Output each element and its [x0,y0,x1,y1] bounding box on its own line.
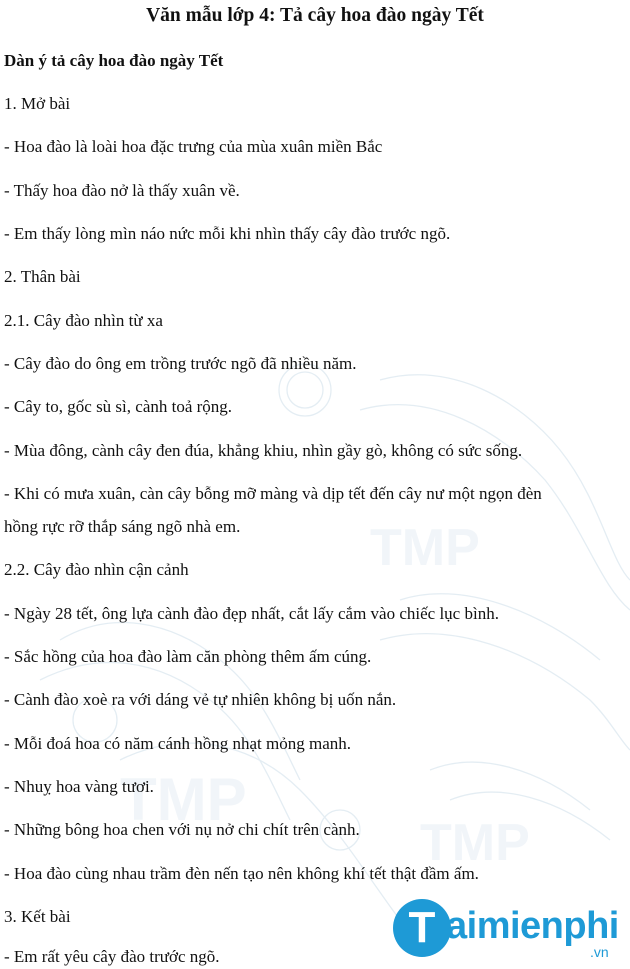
watermark-tmp-1: TMP [370,519,480,577]
watermark-tmp-3: TMP [420,814,530,872]
logo-domain-suffix: .vn [590,944,609,960]
section-heading-conclusion: 3. Kết bài [4,907,71,926]
logo-wordmark: aimienphi [446,905,619,947]
text-line: - Thấy hoa đào nở là thấy xuân về. [4,181,240,200]
text-line: - Cây to, gốc sù sì, cành toả rộng. [4,397,233,416]
section-heading-intro: 1. Mở bài [4,94,71,113]
document-title: Văn mẫu lớp 4: Tả cây hoa đào ngày Tết [146,5,484,26]
text-line: - Cây đào do ông em trồng trước ngõ đã nhiều năm. [4,354,357,373]
outline-heading: Dàn ý tả cây hoa đào ngày Tết [4,51,224,70]
text-line: - Em rất yêu cây đào trước ngõ. [4,947,220,966]
text-line: - Mỗi đoá hoa có năm cánh hồng nhạt mỏng manh. [4,734,352,753]
text-line: - Khi có mưa xuân, càn cây bỗng mỡ màng và dịp tết đến cây nư một ngọn đèn [4,484,542,503]
logo-letter: T [408,903,436,952]
text-line: - Em thấy lòng mìn náo nức mỗi khi nhìn thấy cây đào trước ngõ. [4,224,451,243]
text-line: - Mùa đông, cành cây đen đúa, khẳng khiu, nhìn gầy gò, không có sức sống. [4,441,523,460]
section-heading-body: 2. Thân bài [4,267,81,286]
taimienphi-logo [388,896,628,968]
text-line: - Ngày 28 tết, ông lựa cành đào đẹp nhất, cắt lấy cắm vào chiếc lục bình. [4,604,499,623]
text-line: - Cành đào xoè ra với dáng vẻ tự nhiên không bị uốn nắn. [4,690,397,709]
subsection-heading: 2.2. Cây đào nhìn cận cảnh [4,560,189,579]
text-line: - Sắc hồng của hoa đào làm căn phòng thêm ấm cúng. [4,647,372,666]
text-line: - Nhuỵ hoa vàng tươi. [4,777,154,796]
watermark-tmp-2: TMP [120,766,247,833]
text-line: - Hoa đào cùng nhau trầm đèn nến tạo nên không khí tết thật đầm ấm. [4,864,479,883]
subsection-heading: 2.1. Cây đào nhìn từ xa [4,311,163,330]
text-line: - Những bông hoa chen với nụ nở chi chít trên cành. [4,820,360,839]
logo-t-icon [393,899,451,957]
text-line: hồng rực rỡ thắp sáng ngõ nhà em. [4,517,241,536]
text-line: - Hoa đào là loài hoa đặc trưng của mùa xuân miền Bắc [4,137,383,156]
